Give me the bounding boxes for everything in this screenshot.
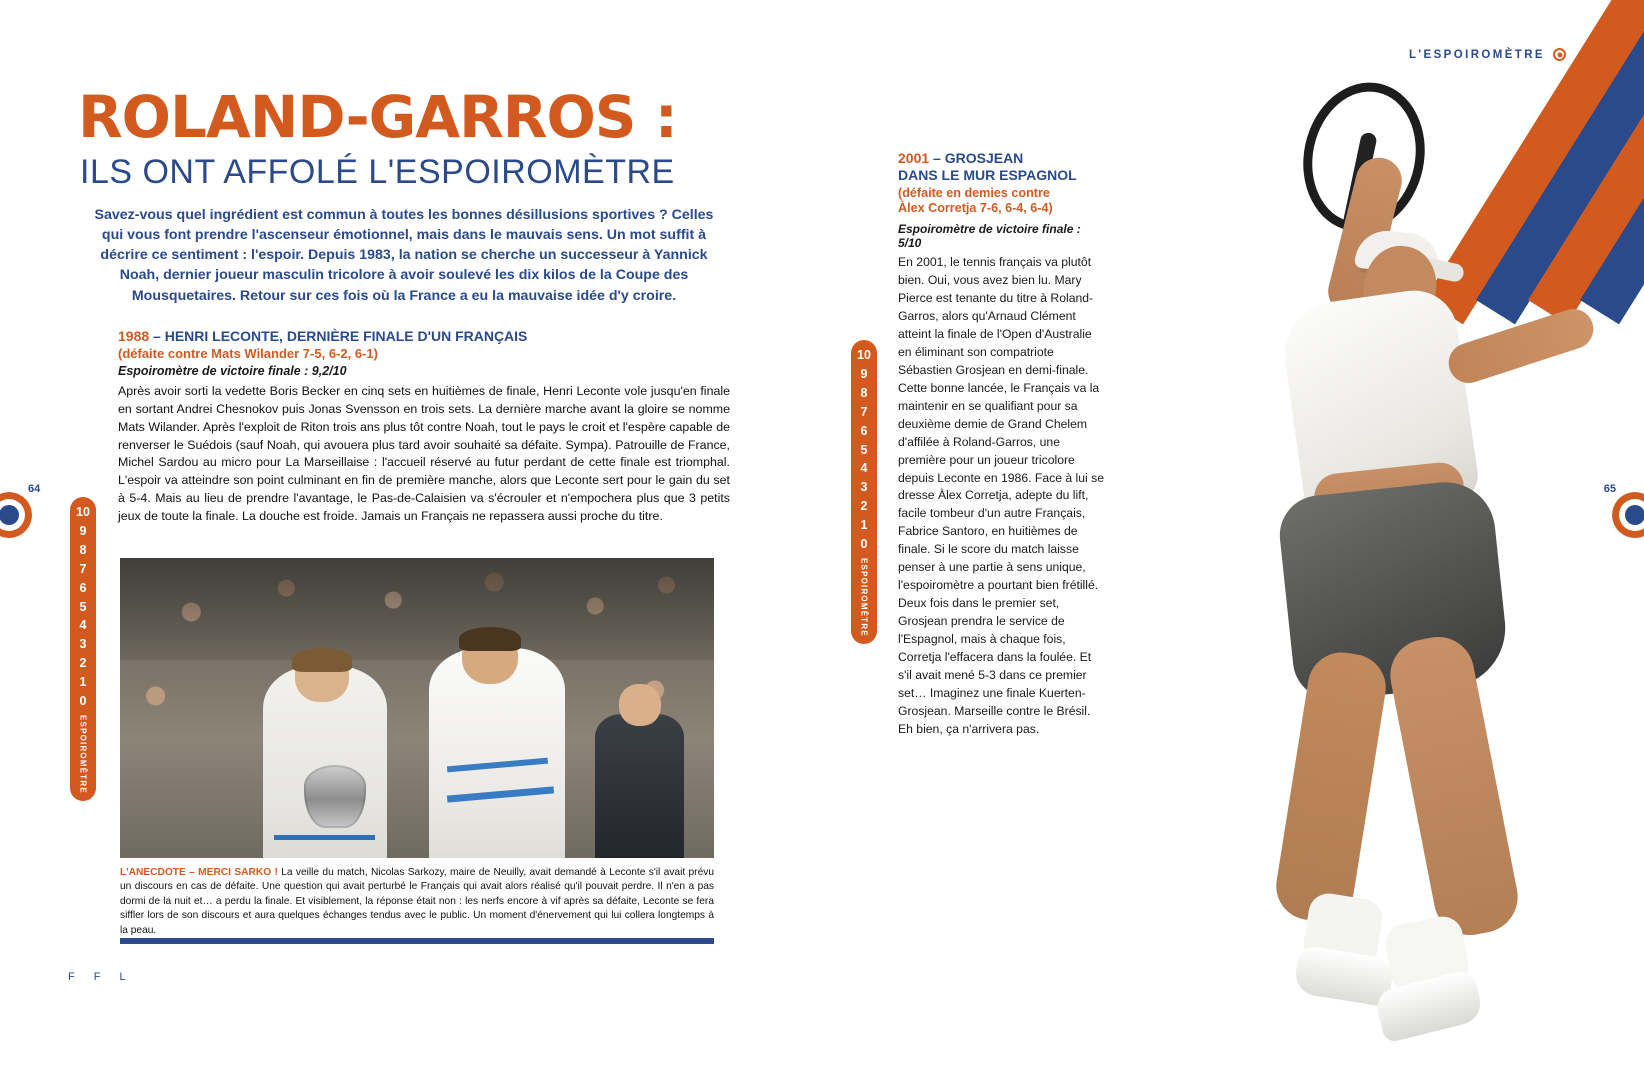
article-1988-headline-text: – HENRI LECONTE, DERNIÈRE FINALE D'UN FRANÇAIS	[153, 328, 528, 344]
article-1988-year: 1988	[118, 328, 150, 344]
standfirst: Savez-vous quel ingrédient est commun à toutes les bonnes désillusions sportives ? Celles qui vous font prendre l'ascenseur émotionnel, mais dans le mauvais sens. Un mot suffit à décrire ce sentiment : l'espoir. Depuis 1983, la nation se cherche un successeur à Yannick Noah, dernier joueur masculin tricolore à avoir soulevé les dix kilos de la Coupe des Mousquetaires. Retour sur ces fois où la France a eu la mauvaise idée d'y croire.	[94, 207, 714, 304]
gauge-tick: 1	[860, 518, 868, 533]
gauge-tick: 9	[860, 367, 868, 382]
article-2001	[898, 150, 1104, 739]
espoirometre-gauge-right	[851, 340, 877, 644]
gauge-tick: 7	[860, 404, 868, 419]
article-2001-headline-line1: – GROSJEAN	[933, 150, 1024, 166]
folio-left: 64	[28, 483, 41, 495]
gauge-tick: 1	[79, 675, 87, 690]
gauge-tick: 4	[79, 618, 87, 633]
article-1988-body: Après avoir sorti la vedette Boris Becker en cinq sets en huitièmes de finale, Henri Leconte vole jusqu'en finale en sortant Andrei Chesnokov puis Jonas Svensson en trois sets. La dernière marche avant la gloire se nomme Mats Wilander. Après l'exploit de Riton trois ans plus tôt contre Noah, tout le pays le croit et l'espère capable de renverser le Suédois (sauf Noah, qui avouera plus tard avoir souhaité sa défaite. Sympa). Patrouille de France, Michel Sardou au micro pour La Marseillaise : l'accueil réservé au futur perdant de cette finale est triomphal. L'espoir va atteindre son point culminant en fin de première manche, alors que Leconte sert pour le gain du set à 5-4. Mais au lieu de prendre l'avantage, le Pas-de-Calaisien va s'écrouler et n'empochera plus que 3 petits jeux de toute la finale. La douche est froide. Jamais un Français ne repassera aussi proche du titre.	[118, 384, 730, 524]
gauge-tick: 6	[79, 580, 87, 595]
gauge-tick: 8	[79, 542, 87, 557]
folio-right: 65	[1603, 483, 1616, 495]
footer-left: F F L	[68, 971, 134, 983]
gauge-tick: 7	[79, 561, 87, 576]
article-2001-score-line1: (défaite en demies contre	[898, 186, 1050, 201]
photo-leconte-wilander	[120, 558, 714, 858]
article-1988-meter: Espoiromètre de victoire finale : 9,2/10	[118, 364, 347, 378]
gauge-tick: 10	[76, 505, 90, 520]
photo-tennis-player	[1174, 96, 1644, 1084]
photo-caption-text: La veille du match, Nicolas Sarkozy, maire de Neuilly, avait demandé à Leconte s'il avait prévu un discours en cas de défaite. Une question qui avait perturbé le Français qui avait alors réalisé qu'il pouvait perdre. Il n'en a pas dormi de la nuit et… a perdu la finale. Et visiblement, la réponse était non : les nerfs encore à vif après sa défaite, Leconte se fera siffler lors de son discours et aura quelques échanges tendus avec le public. Un moment d'énervement qui lui collera longtemps à la peau.	[120, 867, 714, 936]
article-2001-score-line2: Àlex Corretja 7-6, 6-4, 6-4)	[898, 201, 1053, 216]
gauge-tick: 8	[860, 385, 868, 400]
article-2001-headline-line2: DANS LE MUR ESPAGNOL	[898, 166, 1077, 183]
running-head	[1409, 48, 1566, 61]
article-2001-meter: Espoiromètre de victoire finale : 5/10	[898, 222, 1081, 251]
page-title: ROLAND-GARROS :	[78, 83, 677, 151]
gauge-label: ESPOIROMÈTRE	[78, 714, 88, 794]
gauge-tick: 5	[79, 599, 87, 614]
article-1988-headline	[118, 328, 730, 344]
gauge-tick: 10	[857, 348, 871, 363]
target-dot-icon	[1553, 48, 1566, 61]
article-1988	[118, 328, 730, 526]
article-2001-year: 2001	[898, 150, 930, 166]
article-2001-body: En 2001, le tennis français va plutôt bien. Oui, vous avez bien lu. Mary Pierce est tenante du titre à Roland-Garros, alors qu'Arnaud Clément atteint la finale de l'Open d'Australie en éliminant son compatriote Sébastien Grosjean en demi-finale. Cette bonne lancée, le Français va la maintenir en se qualifiant pour sa deuxième demie de Grand Chelem d'affilée à Roland-Garros, une première pour un joueur tricolore depuis Leconte en 1986. Face à lui se dresse Àlex Corretja, adepte du lift, facile tombeur d'un autre Français, Fabrice Santoro, en huitièmes de finale. Si le score du match laisse penser à une partie à sens unique, l'espoiromètre a pourtant bien frétillé. Deux fois dans le premier set, Grosjean prendra le service de l'Espagnol, mais à chaque fois, Corretja l'effacera dans la foulée. Et s'il avait mené 5-3 dans ce premier set… Imaginez une finale Kuerten-Grosjean. Marseille contre le Brésil. Eh bien, ça n'arrivera pas.	[898, 255, 1104, 736]
gauge-tick: 9	[79, 524, 87, 539]
gauge-tick: 2	[79, 656, 87, 671]
gauge-label: ESPOIROMÈTRE	[859, 557, 869, 637]
page-subtitle: ILS ONT AFFOLÉ L'ESPOIROMÈTRE	[80, 153, 675, 191]
photo-caption	[120, 866, 714, 938]
gauge-tick: 6	[860, 423, 868, 438]
caption-rule	[120, 938, 714, 944]
gauge-tick: 4	[860, 461, 868, 476]
gauge-tick: 5	[860, 442, 868, 457]
article-2001-headline	[898, 150, 1104, 183]
photo-caption-lead: L'ANECDOTE – MERCI SARKO !	[120, 867, 278, 878]
article-2001-score	[898, 186, 1104, 216]
article-1988-score: (défaite contre Mats Wilander 7-5, 6-2, 6-1)	[118, 346, 378, 361]
gauge-tick: 2	[860, 499, 868, 514]
cockade-left	[0, 492, 32, 538]
espoirometre-gauge-left	[70, 497, 96, 801]
gauge-tick: 0	[79, 693, 87, 708]
running-head-label: L'ESPOIROMÈTRE	[1408, 48, 1545, 61]
gauge-tick: 0	[860, 536, 868, 551]
gauge-tick: 3	[860, 480, 868, 495]
gauge-tick: 3	[79, 637, 87, 652]
